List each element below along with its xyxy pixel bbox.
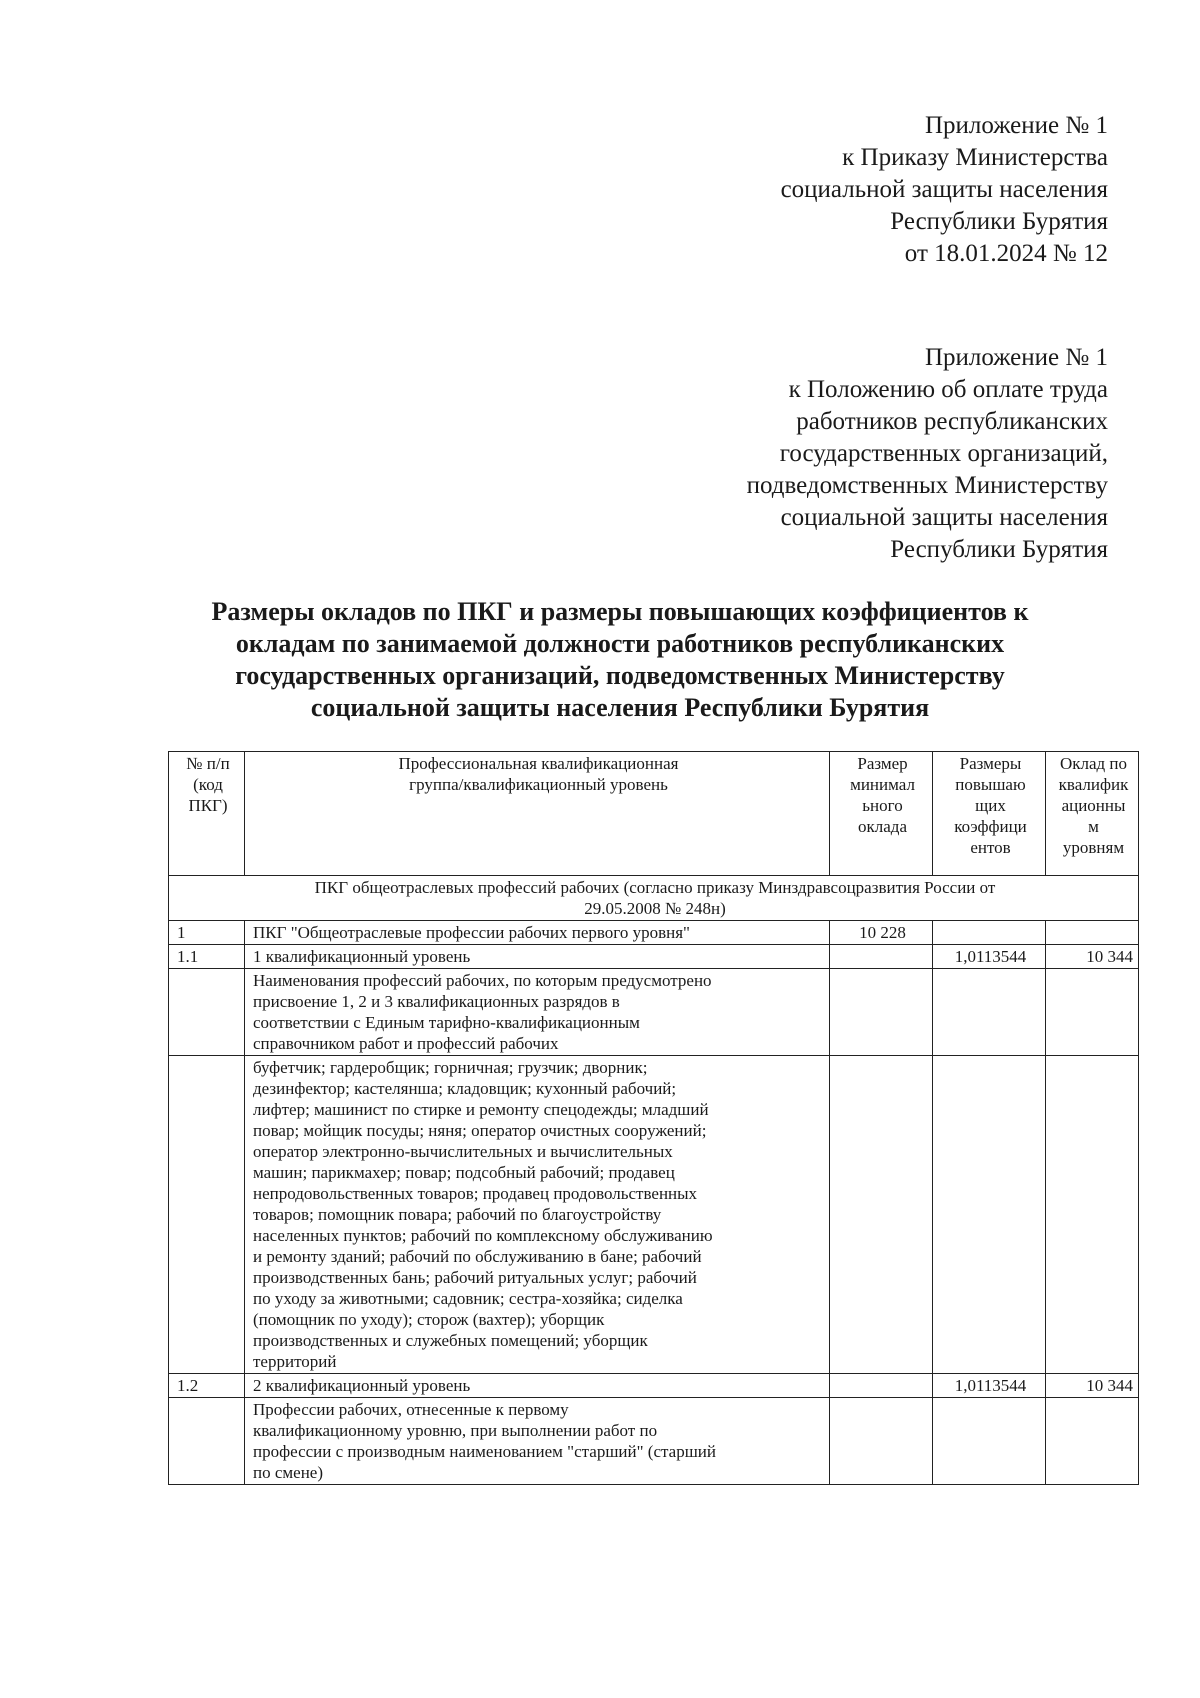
cell-salary: 10 344 [1046, 945, 1139, 969]
cell-salary [1046, 1056, 1139, 1374]
cell-name: 2 квалификационный уровень [245, 1374, 830, 1398]
salary-table [168, 751, 1139, 1485]
cell-min-salary [830, 945, 933, 969]
appendix-regulation-line: государственных организаций, [779, 440, 1108, 467]
appendix-regulation-line: Республики Бурятия [890, 536, 1108, 563]
cell-coef [933, 1398, 1046, 1485]
header-code: № п/п (код ПКГ) [169, 752, 245, 876]
cell-code [169, 969, 245, 1056]
cell-name: ПКГ "Общеотраслевые профессии рабочих первого уровня" [245, 921, 830, 945]
appendix-order-line: Республики Бурятия [890, 208, 1108, 235]
table-row [169, 969, 1139, 1056]
appendix-regulation-line: подведомственных Министерству [746, 472, 1108, 499]
appendix-regulation-block [747, 342, 1108, 566]
header-level-salary: Оклад по квалифик ационны м уровням [1046, 752, 1139, 876]
cell-salary: 10 344 [1046, 1374, 1139, 1398]
cell-name: Наименования профессий рабочих, по которым предусмотрено присвоение 1, 2 и 3 квалификационных разрядов в соответствии с Единым тарифно-квалификационным справочником работ и профессий рабочих [245, 969, 830, 1056]
cell-name: буфетчик; гардеробщик; горничная; грузчик; дворник; дезинфектор; кастелянша; кладовщик; кухонный рабочий; лифтер; машинист по стирке и ремонту спецодежды; младший повар; мойщик посуды; няня; оператор очистных сооружений; оператор электронно-вычислительных и вычислительных машин; парикмахер; повар; подсобный рабочий; продавец непродовольственных товаров; продавец продовольственных товаров; помощник повара; рабочий по благоустройству населенных пунктов; рабочий по комплексному обслуживанию и ремонту зданий; рабочий по обслуживанию в бане; рабочий производственных бань; рабочий ритуальных услуг; рабочий по уходу за животными; садовник; сестра-хозяйка; сиделка (помощник по уходу); сторож (вахтер); уборщик производственных и служебных помещений; уборщик территорий [245, 1056, 830, 1374]
appendix-order-line: Приложение № 1 [924, 112, 1108, 139]
document-title-line: государственных организаций, подведомственных Министерству [235, 661, 1005, 690]
table-row [169, 945, 1139, 969]
cell-code: 1.2 [169, 1374, 245, 1398]
cell-salary [1046, 1398, 1139, 1485]
table-header-row [169, 752, 1139, 876]
document-title-line: Размеры окладов по ПКГ и размеры повышающих коэффициентов к [211, 597, 1029, 626]
cell-min-salary [830, 1374, 933, 1398]
section-row [169, 876, 1139, 921]
cell-code [169, 1056, 245, 1374]
table-row [169, 1056, 1139, 1374]
cell-min-salary [830, 969, 933, 1056]
cell-code [169, 1398, 245, 1485]
cell-coef [933, 921, 1046, 945]
cell-coef [933, 1056, 1046, 1374]
table-row [169, 1398, 1139, 1485]
cell-name: 1 квалификационный уровень [245, 945, 830, 969]
appendix-order-date: от 18.01.2024 № 12 [904, 240, 1108, 267]
cell-salary [1046, 969, 1139, 1056]
cell-code: 1 [169, 921, 245, 945]
header-min-salary: Размер минимал ьного оклада [830, 752, 933, 876]
cell-name: Профессии рабочих, отнесенные к первому квалификационному уровню, при выполнении работ по профессии с производным наименованием "старший" (старший по смене) [245, 1398, 830, 1485]
cell-code: 1.1 [169, 945, 245, 969]
cell-coef: 1,0113544 [933, 1374, 1046, 1398]
section-title: ПКГ общеотраслевых профессий рабочих (согласно приказу Минздравсоцразвития России от 29.05.2008 № 248н) [169, 876, 1139, 921]
appendix-regulation-line: работников республиканских [796, 408, 1108, 435]
table-row [169, 1374, 1139, 1398]
appendix-regulation-line: Приложение № 1 [924, 344, 1108, 371]
appendix-order-line: социальной защиты населения [780, 176, 1108, 203]
appendix-regulation-line: к Положению об оплате труда [788, 376, 1108, 403]
table-row [169, 921, 1139, 945]
cell-salary [1046, 921, 1139, 945]
cell-coef: 1,0113544 [933, 945, 1046, 969]
appendix-regulation-line: социальной защиты населения [780, 504, 1108, 531]
header-group: Профессиональная квалификационная группа/квалификационный уровень [245, 752, 830, 876]
document-title-line: окладам по занимаемой должности работников республиканских [235, 629, 1005, 658]
cell-min-salary: 10 228 [830, 921, 933, 945]
appendix-order-line: к Приказу Министерства [842, 144, 1108, 171]
document-title-line: социальной защиты населения Республики Бурятия [310, 693, 930, 722]
appendix-order-block [781, 110, 1108, 270]
cell-coef [933, 969, 1046, 1056]
document-title [140, 596, 1100, 724]
cell-min-salary [830, 1398, 933, 1485]
header-coefficients: Размеры повышаю щих коэффици ентов [933, 752, 1046, 876]
cell-min-salary [830, 1056, 933, 1374]
